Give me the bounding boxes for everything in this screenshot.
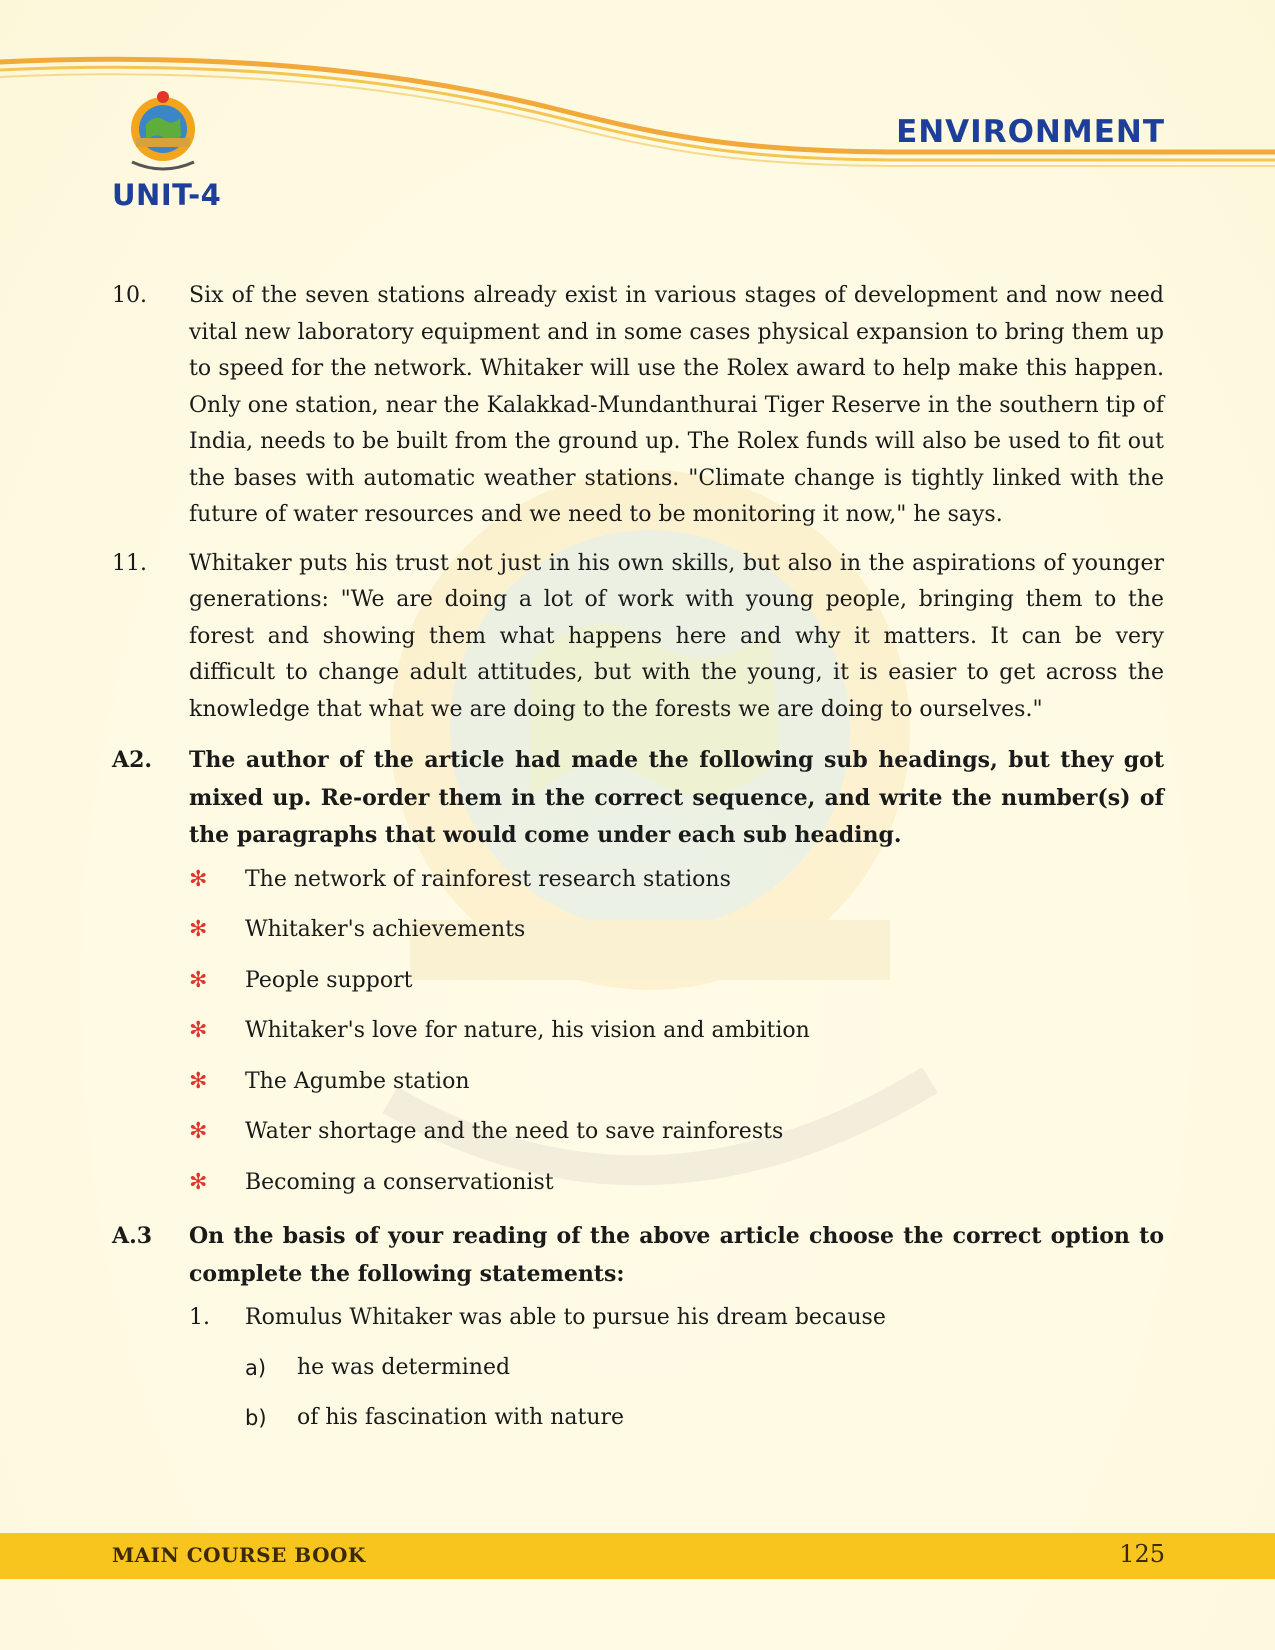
paragraph-text: Six of the seven stations already exist in various stages of development and now need vital new laboratory equipment and in some cases physical expansion to bring them up to speed for the network. Whitaker will use the Rolex award to help make this happen. Only one station, near the Kalakkad-Mundanthurai Tiger Reserve in the southern tip of India, needs to be built from the ground up. The Rolex funds will also be used to fit out the bases with automatic weather stations. "Climate change is tightly linked with the future of water resources and we need to be monitoring it now," he says. [189,283,1164,527]
list-item [189,1117,1164,1147]
page-number: 125 [1119,1540,1165,1568]
question-number: A.3 [112,1223,153,1249]
paragraph-number: 11. [112,550,147,576]
list-item [189,915,1164,945]
asterisk-bullet-icon: ✻ [189,1018,208,1043]
asterisk-bullet-icon: ✻ [189,917,208,942]
cce-logo-icon [118,84,208,184]
asterisk-bullet-icon: ✻ [189,1068,208,1094]
list-item-text: Water shortage and the need to save rainforests [245,1119,784,1144]
statement-text: Romulus Whitaker was able to pursue his dream because [245,1305,886,1330]
list-item [189,1067,1164,1097]
option-b [245,1403,1164,1433]
footer-book-title: MAIN COURSE BOOK [112,1543,366,1567]
option-text: he was determined [297,1355,511,1380]
list-item-text: The network of rainforest research stations [245,866,731,892]
statement-number: 1. [189,1305,210,1330]
question-number: A2. [112,747,153,773]
asterisk-bullet-icon: ✻ [189,1169,208,1195]
option-a [245,1353,1164,1383]
list-item-text: Becoming a conservationist [245,1169,554,1195]
list-item [189,966,1164,996]
list-item-text: People support [245,967,413,993]
footer-bar [0,1533,1275,1579]
list-item [189,1016,1164,1046]
question-a3 [112,1218,1164,1293]
chapter-title: ENVIRONMENT [896,114,1165,150]
statement-1 [189,1303,1164,1333]
list-item-text: The Agumbe station [245,1068,470,1094]
list-item-text: Whitaker's achievements [245,917,526,942]
list-item-text: Whitaker's love for nature, his vision and ambition [245,1018,810,1043]
paragraph-number: 10. [112,283,147,308]
paragraph-11 [112,546,1164,729]
page-content [112,278,1164,1453]
question-a2 [112,742,1164,855]
paragraph-text: Whitaker puts his trust not just in his own skills, but also in the aspirations of younger generations: "We are doing a lot of work with young people, bringing them to the forest and showing them what happens here and why it matters. It can be very difficult to change adult attitudes, but with the young, it is easier to get across the knowledge that what we are doing to the forests we are doing to ourselves." [189,550,1164,722]
question-text: On the basis of your reading of the above article choose the correct option to complete the following statements: [189,1223,1164,1287]
list-item [189,1168,1164,1198]
asterisk-bullet-icon: ✻ [189,967,208,993]
unit-label: UNIT-4 [112,178,222,212]
question-text: The author of the article had made the following sub headings, but they got mixed up. Re-order them in the correct sequence, and write the number(s) of the paragraphs that would come under each sub heading. [189,747,1164,848]
asterisk-bullet-icon: ✻ [189,1119,208,1144]
paragraph-10 [112,278,1164,534]
option-label: a) [245,1356,267,1380]
list-item [189,865,1164,895]
asterisk-bullet-icon: ✻ [189,866,208,892]
option-text: of his fascination with nature [297,1405,625,1430]
option-label: b) [245,1406,267,1430]
subheading-list [112,865,1164,1198]
